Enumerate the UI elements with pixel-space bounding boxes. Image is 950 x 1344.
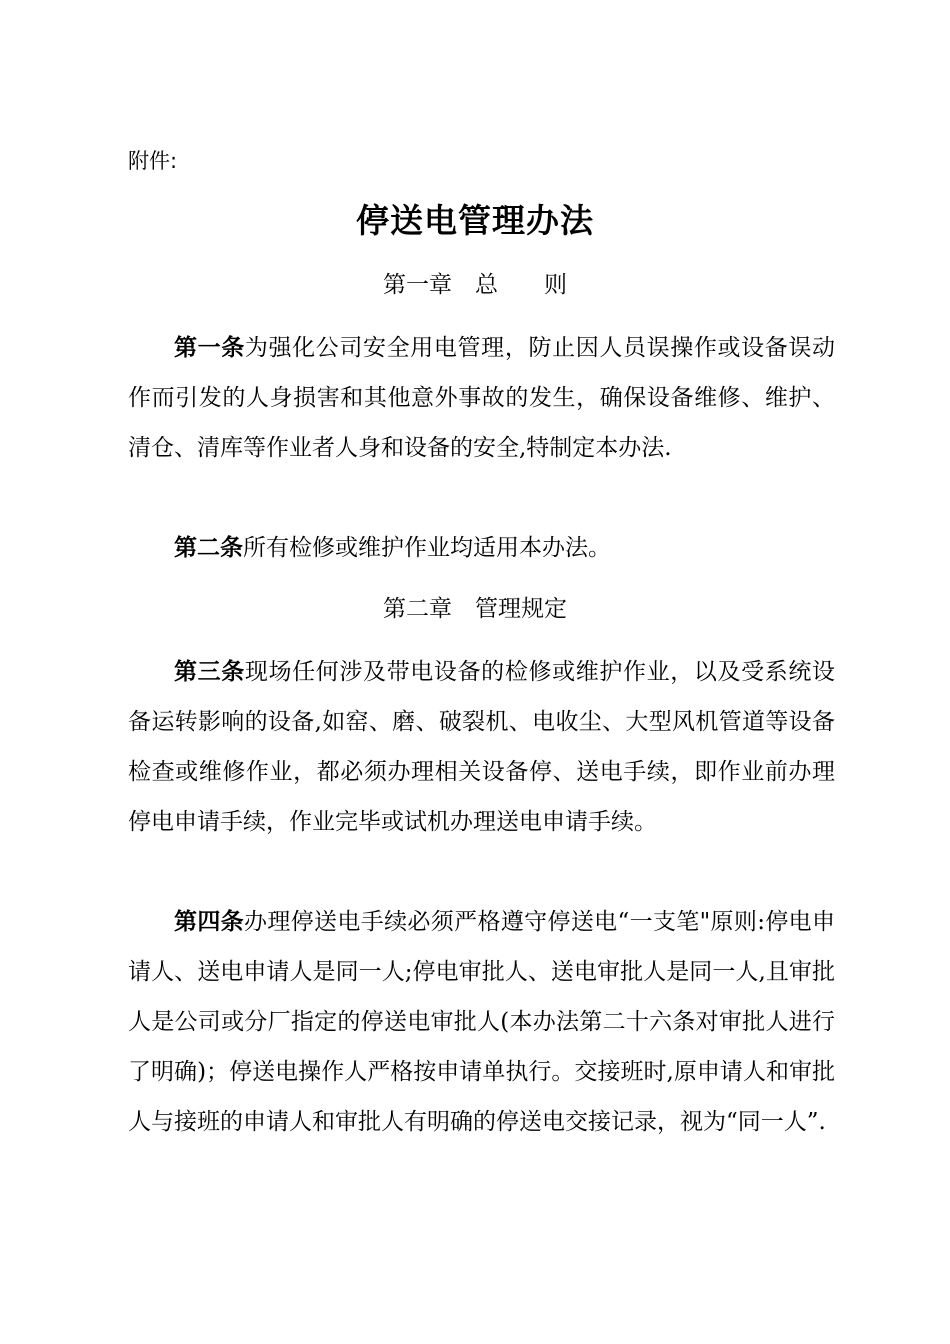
chapter-heading-1: 第一章 总 则	[383, 272, 567, 298]
article-3-text: 现场任何涉及带电设备的检修或维护作业，以及受系统设备运转影响的设备,如窑、磨、破裂机、电收尘、大型风机管道等设备检查或维修作业，都必须办理相关设备停、送电手续，即作业前办理停电申请手续，作业完毕或试机办理送电申请手续。	[128, 659, 836, 835]
chapter-heading-2: 第二章 管理规定	[383, 596, 567, 622]
document-title: 停送电管理办法	[356, 201, 594, 240]
article-4-text: 办理停送电手续必须严格遵守停送电“一支笔"原则:停电申请人、送电申请人是同一人;停电审批人、送电审批人是同一人,且审批人是公司或分厂指定的停送电审批人(本办法第二十六条对审批人进行了明确)；停送电操作人严格按申请单执行。交接班时,原申请人和审批人与接班的申请人和审批人有明确的停送电交接记录，视为“同一人”.	[128, 909, 835, 1135]
article-3-label: 第三条	[174, 658, 245, 685]
article-1	[128, 323, 835, 473]
article-1-text: 为强化公司安全用电管理，防止因人员误操作或设备误动作而引发的人身损害和其他意外事故的发生，确保设备维修、维护、清仓、清库等作业者人身和设备的安全,特制定本办法.	[128, 335, 836, 461]
article-2-label: 第二条	[174, 534, 243, 561]
article-4	[128, 897, 835, 1147]
article-4-label: 第四条	[174, 908, 245, 935]
article-1-label: 第一条	[174, 334, 245, 361]
article-3	[128, 647, 835, 847]
article-2	[128, 523, 835, 573]
article-2-text: 所有检修或维护作业均适用本办法。	[243, 535, 611, 561]
attachment-label: 附件:	[128, 149, 178, 173]
